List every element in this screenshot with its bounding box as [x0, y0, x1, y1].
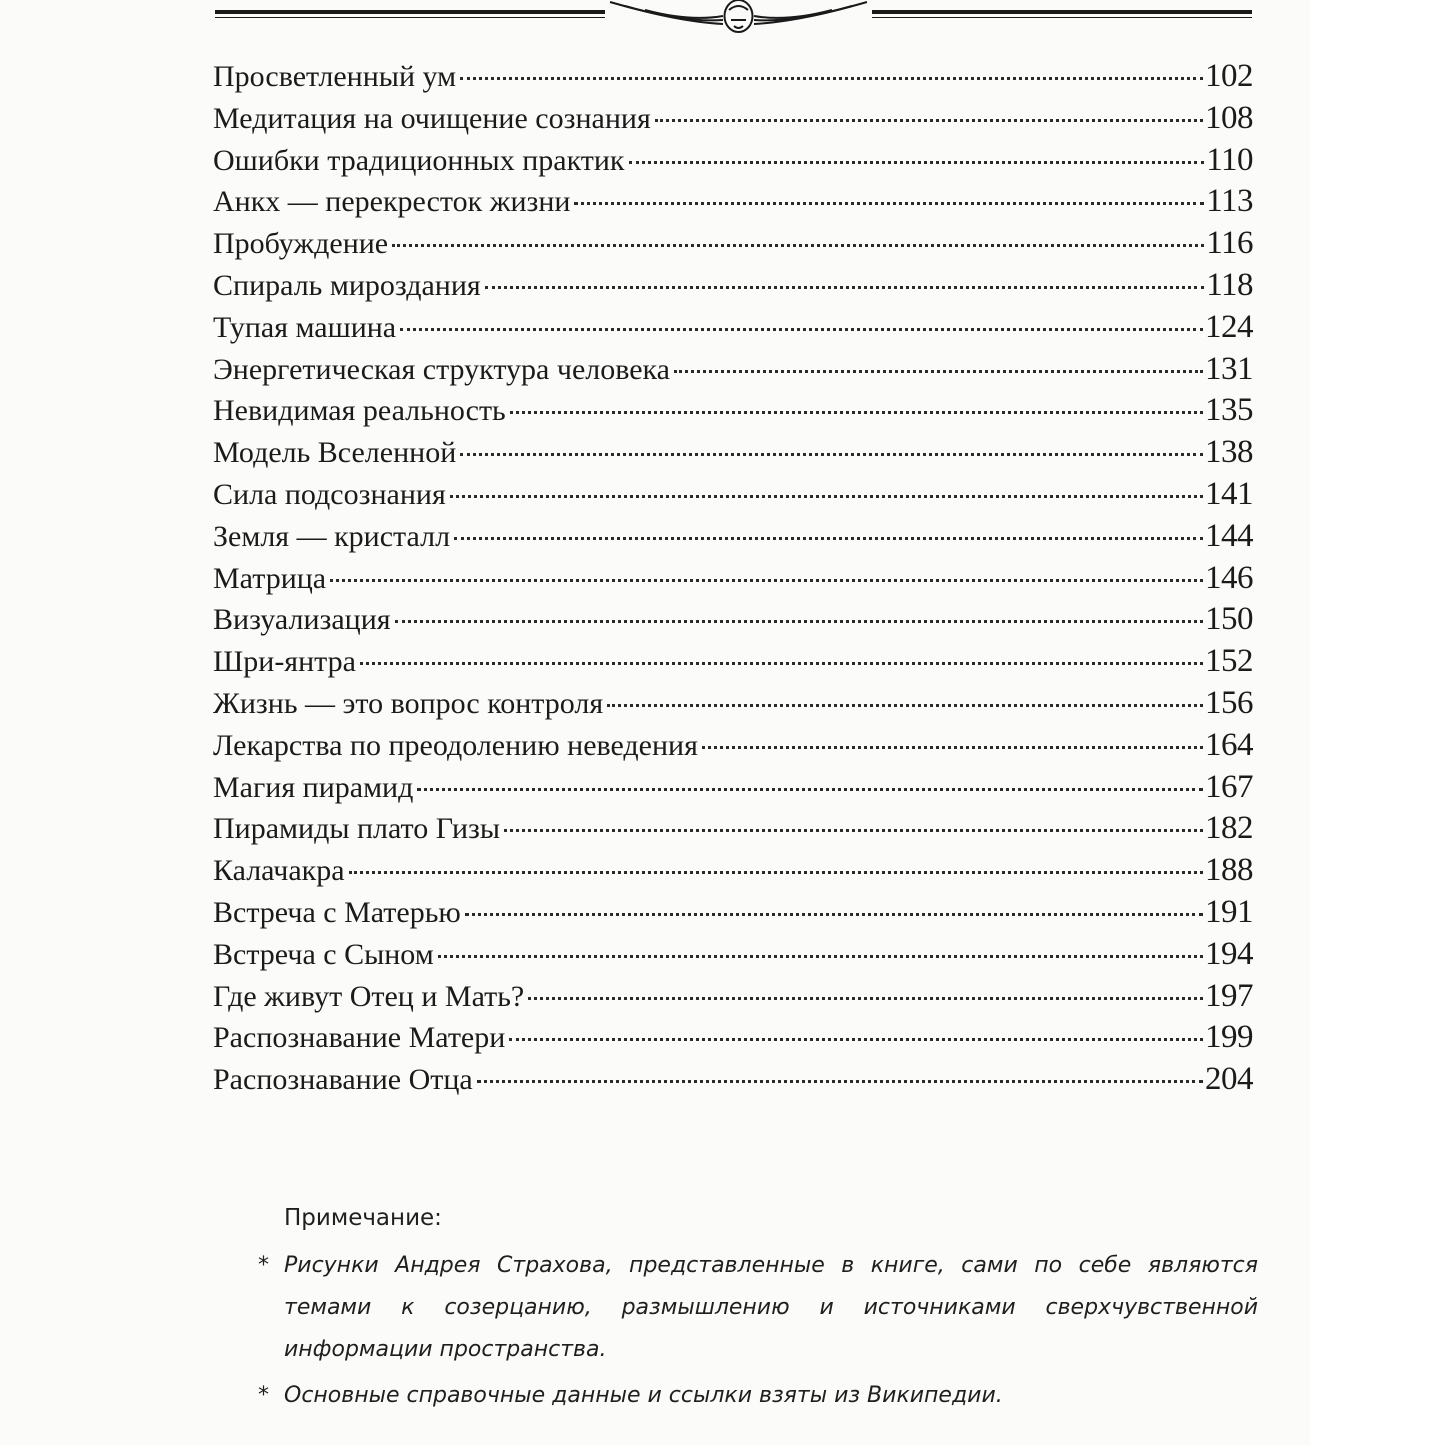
toc-dot-leader [460, 453, 1203, 456]
toc-dot-leader [655, 119, 1203, 122]
toc-entry [213, 265, 1253, 307]
toc-entry [213, 934, 1253, 976]
toc-entry-page-number: 164 [1205, 726, 1253, 763]
toc-entry-title: Пробуждение [213, 227, 389, 261]
note-bullet: * [258, 1253, 269, 1278]
toc-entry-title: Калачакра [213, 854, 345, 888]
toc-entry-title: Где живут Отец и Мать? [213, 979, 525, 1013]
note-text: Рисунки Андрея Страхова, представленные в книге, сами по себе являются темами к созерцанию, размышлению и источниками сверхчувственной информации пространства. [284, 1253, 1258, 1362]
toc-entry-page-number: 150 [1205, 601, 1253, 638]
toc-entry [213, 516, 1253, 558]
header-rule-right [872, 10, 1252, 14]
toc-dot-leader [417, 788, 1203, 791]
toc-entry-page-number: 102 [1205, 58, 1253, 94]
toc-entry-page-number: 194 [1205, 935, 1253, 972]
toc-entry-page-number: 197 [1205, 977, 1253, 1014]
note-item [258, 1375, 1258, 1417]
toc-entry [213, 432, 1253, 474]
toc-entry-title: Встреча с Сыном [213, 937, 434, 971]
toc-entry-page-number: 146 [1205, 559, 1253, 596]
toc-entry-title: Ошибки традиционных практик [213, 143, 625, 177]
toc-entry [213, 850, 1253, 892]
toc-entry-title: Энергетическая структура человека [213, 352, 670, 386]
toc-dot-leader [465, 913, 1203, 916]
toc-entry-page-number: 110 [1206, 141, 1253, 178]
toc-entry [213, 599, 1253, 641]
toc-entry [213, 307, 1253, 349]
toc-entry [213, 1017, 1253, 1059]
toc-dot-leader [574, 202, 1204, 205]
note-text: Основные справочные данные и ссылки взяты из Википедии. [284, 1383, 1003, 1408]
toc-entry-title: Анкх — перекресток жизни [213, 185, 571, 219]
toc-dot-leader [607, 704, 1203, 707]
toc-entry-page-number: 124 [1205, 308, 1253, 345]
toc-dot-leader [504, 829, 1203, 832]
toc-entry-page-number: 116 [1206, 225, 1253, 262]
toc-entry-title: Лекарства по преодолению неведения [213, 728, 698, 762]
toc-dot-leader [450, 495, 1203, 498]
toc-entry-title: Невидимая реальность [213, 394, 506, 428]
toc-entry-title: Распознавание Отца [213, 1063, 473, 1097]
toc-entry [213, 223, 1253, 265]
note-bullet: * [258, 1383, 269, 1408]
toc-entry-page-number: 144 [1205, 517, 1253, 554]
toc-entry-title: Магия пирамид [213, 770, 414, 804]
toc-dot-leader [454, 537, 1203, 540]
toc-entry-page-number: 141 [1205, 475, 1253, 512]
toc-entry [213, 808, 1253, 850]
toc-entry-page-number: 131 [1205, 350, 1253, 387]
toc-dot-leader [349, 871, 1203, 874]
toc-entry-page-number: 199 [1205, 1019, 1253, 1056]
toc-entry [213, 725, 1253, 767]
toc-entry-page-number: 152 [1205, 643, 1253, 680]
toc-entry-page-number: 113 [1206, 183, 1253, 220]
toc-dot-leader [509, 1038, 1203, 1041]
toc-entry-title: Пирамиды плато Гизы [213, 812, 501, 846]
toc-entry-title: Распознавание Матери [213, 1021, 506, 1055]
toc-dot-leader [629, 161, 1205, 164]
winged-sun-ornament-icon [605, 0, 872, 40]
toc-entry [213, 1059, 1253, 1101]
toc-entry-title: Земля — кристалл [213, 519, 451, 553]
toc-dot-leader [330, 579, 1203, 582]
toc-dot-leader [392, 244, 1204, 247]
page-margin [1310, 0, 1445, 1445]
note-section [258, 1205, 1258, 1421]
toc-entry-page-number: 167 [1205, 768, 1253, 805]
toc-dot-leader [485, 286, 1205, 289]
toc-dot-leader [438, 955, 1203, 958]
toc-entry [213, 641, 1253, 683]
toc-entry [213, 349, 1253, 391]
toc-entry [213, 892, 1253, 934]
toc-entry-title: Жизнь — это вопрос контроля [213, 686, 604, 720]
toc-entry [213, 683, 1253, 725]
toc-entry-page-number: 118 [1206, 266, 1253, 303]
toc-dot-leader [528, 997, 1203, 1000]
toc-entry-title: Модель Вселенной [213, 436, 457, 470]
toc-entry [213, 98, 1253, 140]
toc-entry-page-number: 204 [1205, 1061, 1253, 1098]
toc-dot-leader [702, 746, 1203, 749]
toc-entry-page-number: 108 [1205, 99, 1253, 136]
toc-dot-leader [400, 328, 1203, 331]
toc-entry-title: Тупая машина [213, 310, 397, 344]
toc-entry-title: Матрица [213, 561, 327, 595]
toc-entry-title: Шри-янтра [213, 645, 356, 679]
header-rule-left [215, 10, 605, 14]
toc-dot-leader [510, 411, 1203, 414]
toc-entry-title: Встреча с Матерью [213, 895, 461, 929]
note-item [258, 1245, 1258, 1371]
toc-entry [213, 181, 1253, 223]
toc-entry [213, 976, 1253, 1018]
toc-entry [213, 767, 1253, 809]
toc-entry-page-number: 138 [1205, 434, 1253, 471]
toc-dot-leader [477, 1080, 1203, 1083]
toc-entry-title: Медитация на очищение сознания [213, 101, 651, 135]
toc-entry-page-number: 156 [1205, 684, 1253, 721]
toc-dot-leader [674, 370, 1203, 373]
toc-entry-title: Спираль мироздания [213, 268, 481, 302]
toc-dot-leader [395, 620, 1203, 623]
toc-entry-title: Просветленный ум [213, 60, 457, 93]
toc-entry [213, 56, 1253, 98]
toc-entry [213, 474, 1253, 516]
note-heading: Примечание: [284, 1205, 442, 1231]
toc-entry-page-number: 182 [1205, 810, 1253, 847]
toc-entry-page-number: 188 [1205, 852, 1253, 889]
toc-entry-title: Сила подсознания [213, 477, 446, 511]
toc-dot-leader [360, 662, 1203, 665]
toc-entry-page-number: 191 [1205, 893, 1253, 930]
toc-entry [213, 558, 1253, 600]
toc-entry-title: Визуализация [213, 603, 391, 637]
table-of-contents [213, 56, 1253, 1101]
toc-entry [213, 390, 1253, 432]
toc-dot-leader [460, 77, 1203, 80]
toc-entry [213, 140, 1253, 182]
toc-entry-page-number: 135 [1205, 392, 1253, 429]
